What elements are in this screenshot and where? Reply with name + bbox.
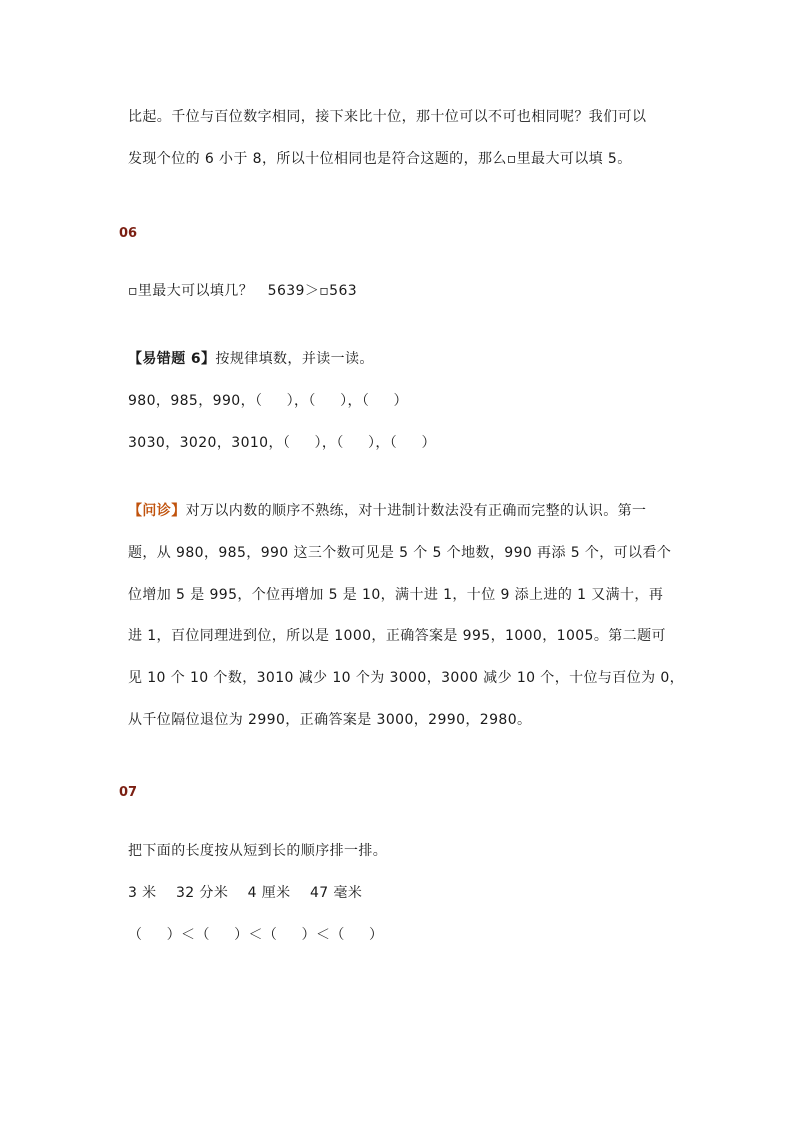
diagnosis-line-4: 进 1，百位同理进到位，所以是 1000，正确答案是 995，1000，1005。第二题可 [128,628,666,644]
mistake-6-heading [128,350,374,368]
diagnosis-tag: 【问诊】 [128,503,186,519]
mistake-6-instruction: 按规律填数，并读一读。 [215,351,374,367]
order-blanks: （ ）＜（ ）＜（ ）＜（ ） [128,927,384,943]
diagnosis-line-1 [128,502,646,520]
intro-line-1: 比起。千位与百位数字相同，接下来比十位，那十位可以不可也相同呢？我们可以 [128,109,647,125]
sequence-1: 980，985，990，（ ），（ ），（ ） [128,393,408,409]
question-number-06: 06 [119,226,138,241]
diagnosis-text-1: 对万以内数的顺序不熟练，对十进制计数法没有正确而完整的认识。第一 [185,503,647,519]
intro-line-2: 发现个位的 6 小于 8，所以十位相同也是符合这题的，那么▫里最大可以填 5。 [128,151,632,167]
diagnosis-line-3: 位增加 5 是 995，个位再增加 5 是 10，满十进 1，十位 9 添上进的 1 又满十，再 [128,587,664,603]
diagnosis-line-5: 见 10 个 10 个数，3010 减少 10 个为 3000，3000 减少 10 个，十位与百位为 0， [128,670,685,686]
sequence-2: 3030，3020，3010，（ ），（ ），（ ） [128,435,436,451]
length-items: 3 米 32 分米 4 厘米 47 毫米 [128,885,363,901]
question-07-text: 把下面的长度按从短到长的顺序排一排。 [128,843,388,859]
question-06-text: ▫里最大可以填几？ 5639＞▫563 [128,283,358,299]
diagnosis-line-2: 题，从 980，985，990 这三个数可见是 5 个 5 个地数，990 再添 5 个，可以看个 [128,545,672,561]
mistake-6-tag: 【易错题 6】 [128,351,216,367]
diagnosis-line-6: 从千位隔位退位为 2990，正确答案是 3000，2990，2980。 [128,712,532,728]
question-number-07: 07 [119,785,138,800]
